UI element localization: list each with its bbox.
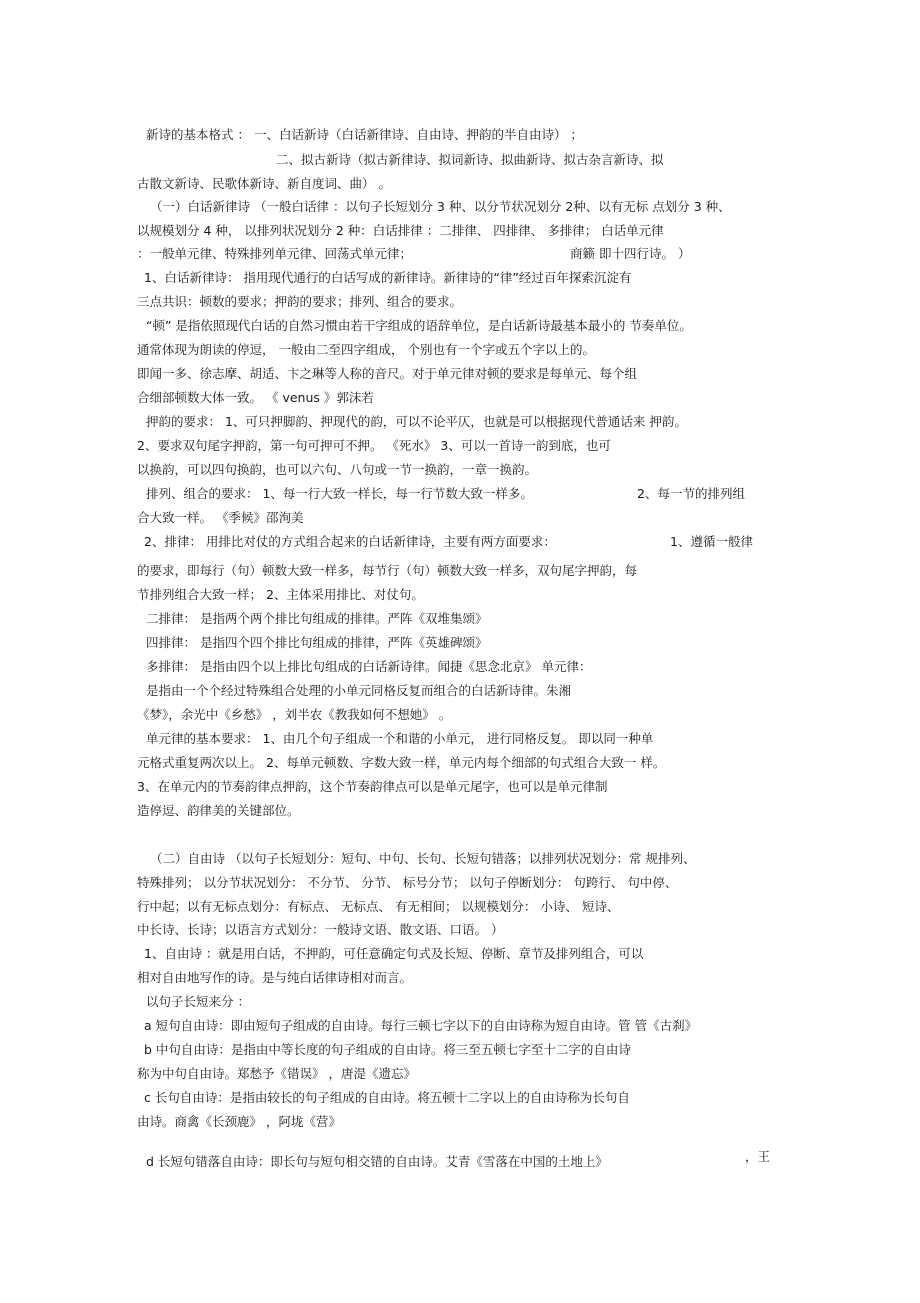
text-line: 1、自由诗 ：就是用白话，不押韵，可任意确定句式及长短、停断、章节及排列组合，可以	[144, 946, 644, 961]
text-line: 造停逗、韵律美的关键部位。	[137, 803, 300, 818]
text-line: 特殊排列； 以分节状况划分： 不分节、 分节、 标号分节； 以句子停断划分： 句跨行、 句中停、	[137, 875, 678, 890]
text-line: 多排律： 是指由四个以上排比句组成的白话新诗律。闻捷《思念北京》 单元律：	[146, 659, 592, 674]
text-line: d 长短句错落自由诗：即长句与短句相交错的自由诗。艾青《雪落在中国的土地上》	[146, 1154, 608, 1169]
text-line: “顿” 是指依照现代白话的自然习惯由若干字组成的语辞单位，是白话新诗最基本最小的 节奏单位。	[146, 318, 692, 333]
text-line: 称为中句自由诗。郑愁予《错误》 ，唐湜《遗忘》	[137, 1066, 416, 1081]
section-heading: （二）自由诗 （以句子长短划分：短句、中句、长句、长短句错落；以排列状况划分：常 规排列、	[150, 851, 696, 866]
text-line: b 中句自由诗：是指由中等长度的句子组成的自由诗。将三至五顿七字至十二字的自由诗	[144, 1042, 631, 1057]
text-line: 二、拟古新诗（拟古新律诗、拟词新诗、拟曲新诗、拟古杂言新诗、拟	[276, 152, 664, 167]
text-line: 的要求，即每行（句）顿数大致一样多，每节行（句）顿数大致一样多，双句尾字押韵，每	[137, 563, 638, 578]
text-line: 中长诗、长诗；以语言方式划分：一般诗文语、散文语、口语。 ）	[137, 922, 504, 937]
text-line: 2、要求双句尾字押韵，第一句可押可不押。 《死水》 3、可以一首诗一韵到底，也可	[137, 438, 611, 453]
text-line: 古散文新诗、民歌体新诗、新自度词、曲） 。	[137, 176, 391, 191]
text-line: 押韵的要求： 1、可只押脚韵、押现代的韵，可以不论平仄，也就是可以根据现代普通话来 押韵。	[146, 414, 687, 429]
text-line: 商籁 即十四行诗。 ）	[570, 246, 691, 261]
text-line: 三点共识：顿数的要求；押韵的要求；排列、组合的要求。	[137, 294, 463, 309]
text-line: a 短句自由诗：即由短句子组成的自由诗。每行三顿七字以下的自由诗称为短自由诗。管 管《古刹》	[144, 1018, 698, 1033]
text-line: 合细部顿数大体一致。 《 venus 》郭沫若	[137, 390, 374, 405]
text-line: 新诗的基本格式 ： 一、白话新诗（白话新律诗、自由诗、押韵的半自由诗） ；	[146, 127, 583, 142]
text-line: 是指由一个个经过特殊组合处理的小单元同格反复而组合的白话新诗律。朱湘	[146, 683, 572, 698]
text-line: 排列、组合的要求： 1、每一行大致一样长，每一行节数大致一样多。	[146, 486, 533, 501]
text-line: 单元律的基本要求： 1、由几个句子组成一个和谐的小单元， 进行同格反复。 即以同一种单	[146, 731, 654, 746]
text-line: 二排律： 是指两个两个排比句组成的排律。严阵《双堆集颂》	[146, 611, 488, 626]
text-line: 1、遵循一般律	[670, 534, 753, 549]
text-line: c 长句自由诗：是指由较长的句子组成的自由诗。将五顿十二字以上的自由诗称为长句自	[144, 1090, 630, 1105]
text-line: 相对自由地写作的诗。是与纯白话律诗相对而言。	[137, 970, 413, 985]
text-line: 2、每一节的排列组	[637, 486, 745, 501]
text-line: 以句子长短来分 ：	[146, 994, 250, 1009]
text-line: 即闻一多、徐志摩、胡适、卞之琳等人称的音尺。对于单元律对顿的要求是每单元、每个组	[137, 366, 638, 381]
text-line: ：一般单元律、特殊排列单元律、回荡式单元律；	[137, 246, 413, 261]
text-line: 行中起；以有无标点划分：有标点、 无标点、 有无相间； 以规模划分： 小诗、 短诗、	[137, 899, 620, 914]
text-line: 节排列组合大致一样； 2、主体采用排比、对仗句。	[137, 587, 424, 602]
text-line: 3、在单元内的节奏韵律点押韵，这个节奏韵律点可以是单元尾字，也可以是单元律制	[137, 779, 608, 794]
text-line: 1、白话新律诗： 指用现代通行的白话写成的新律诗。新律诗的“律”经过百年探索沉淀有	[144, 270, 632, 285]
text-line: 以换韵，可以四句换韵，也可以六句、八句或一节一换韵，一章一换韵。	[137, 462, 538, 477]
text-line: 2、排律： 用排比对仗的方式组合起来的白话新律诗，主要有两方面要求：	[144, 534, 556, 549]
text-line: 合大致一样。 《季候》邵洵美	[137, 510, 304, 525]
text-line: 由诗。商禽《长颈鹿》 ，阿垅《营》	[137, 1114, 341, 1129]
text-line: 通常体现为朗读的停逗， 一般由二至四字组成， 个别也有一个字或五个字以上的。	[137, 342, 595, 357]
text-line: 以规模划分 4 种， 以排列状况划分 2 种：白话排律 ：二排律、 四排律、 多排律； 白话单元律	[137, 223, 664, 238]
section-heading: （一）白话新律诗 （一般白话律 ：以句子长短划分 3 种、以分节状况划分 2种、以有无标 点划分 3 种、	[150, 199, 731, 214]
text-line: 四排律： 是指四个四个排比句组成的排律，严阵《英雄碑颂》	[146, 635, 488, 650]
text-line: ，王	[745, 1149, 771, 1164]
text-line: 元格式重复两次以上。 2、每单元顿数、字数大致一样，单元内每个细部的句式组合大致一 样。	[137, 755, 666, 770]
text-line: 《梦》，余光中《乡愁》 ，刘半农《教我如何不想她》 。	[137, 707, 452, 722]
